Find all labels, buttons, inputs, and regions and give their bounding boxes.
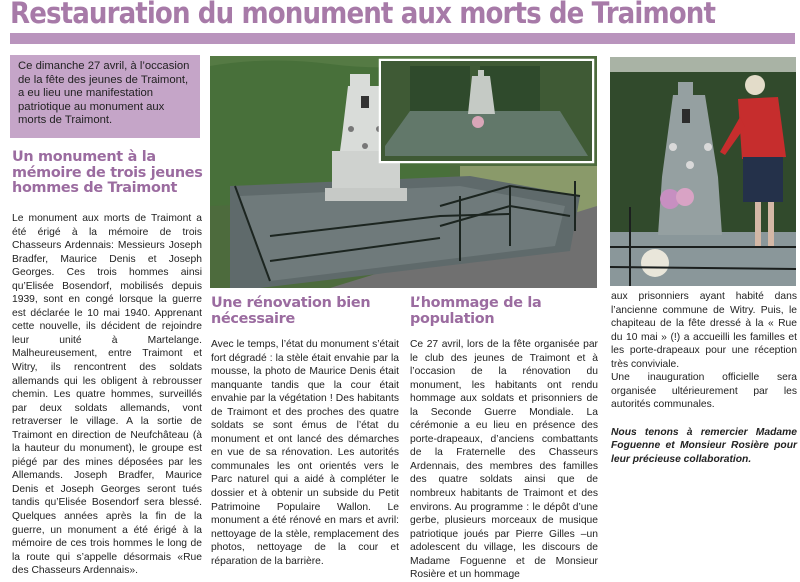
paragraph: Ce 27 avril, lors de la fête organisée par le club des jeunes de Traimont et à l’occasion de la rénovation du monument, les habitants ont rendu hommage aux soldats et prisonniers de la Seconde Guerre Mondiale. La cérémonie a eu lieu en présence des porte-drapeaux, d’anciens combattants de la Fraternelle des Chasseurs Ardennais, des membres des familles des quatre soldats ainsi que de nombreux habitants de Traimont et des environs. Au programme : le dépôt d’une gerbe, plusieurs morceaux de musique patriotique joués par Pierre Gilles –un adolescent du village, les discours de Madame Foguenne et de Monsieur Rosière et un hommage bbox=[410, 339, 598, 581]
section-body-hommage-continued bbox=[611, 290, 797, 467]
paragraph: Le monument aux morts de Traimont a été érigé à la mémoire de trois Chasseurs Ardennais: Messieurs Joseph Bradfer, Maurice Denis et Joseph Georges. Ces trois hommes ainsi qu’Elisée Bosendorf, mobilisés depuis 1939, sont en congé lorsque la guerre est déclarée le 10 mai 1940. Apprenant cette nouvelle, ils décident de rejoindre leur unité à Martelange. Malheureusement, entre Traimont et Witry, ils rencontrent des soldats allemands qui les obligent à rebrousser chemin. Les quatre hommes, surveillés par deux soldats allemands, vont retraverser le village. A la sortie de Traimont en direction de Neufchâteau (à la hauteur du monument), le groupe est piégé par des mines déposées par les Allemands. Joseph Bradfer, Maurice Denis et Joseph Georges seront tués tandis qu’Elisée Bosendorf sera blessé. Quelques années après la fin de la guerre, un monument a été érigé à la mémoire de ces trois hommes le long de la route qui s’appelle désormais «Rue des Chasseurs Ardennais». bbox=[12, 213, 202, 577]
photo-ceremony bbox=[610, 57, 796, 286]
section-body-hommage bbox=[410, 338, 598, 582]
section-heading-hommage: L’hommage de la population bbox=[410, 295, 542, 327]
paragraph: Avec le temps, l’état du monument s’était fort dégradé : la stèle était envahie par la mousse, la photo de Maurice Denis était manquante tandis que la cour était envahie par la végétation ! Des habitants de Traimont et des proches des quatre soldats se sont émus de l’état du monument et ont lancé des démarches en vue de sa rénovation. Les autorités communales les ont orientés vers le Parc naturel qui a aidé à compléter le dossier et à obtenir un subside du Petit Patrimoine Populaire Wallon. Le monument a été rénové en mars et avril: nettoyage de la stèle, remplacement des photos, nettoyage de la cour et réparation de la barrière. bbox=[211, 339, 399, 567]
section-heading-renovation: Une rénovation bien nécessaire bbox=[211, 295, 371, 327]
photo-renovated-monument bbox=[210, 56, 597, 288]
section-body-monument bbox=[12, 212, 202, 578]
section-heading-monument: Un monument à la mémoire de trois jeunes hommes de Traimont bbox=[12, 149, 203, 196]
article-title: Restauration du monument aux morts de Traimont bbox=[10, 0, 716, 30]
thanks-note: Nous tenons à remercier Madame Foguenne et Monsieur Rosière pour leur précieuse collaboration. bbox=[611, 426, 797, 466]
paragraph: aux prisonniers ayant habité dans l’ancienne commune de Witry. Puis, le chapiteau de la fête dressé à la « Rue du 10 mai » (!) a accueilli les familles et les porte-drapeaux pour une réception très conviviale. bbox=[611, 291, 797, 370]
title-underline-bar bbox=[10, 33, 795, 44]
section-body-renovation bbox=[211, 338, 399, 568]
intro-box: Ce dimanche 27 avril, à l’occasion de la fête des jeunes de Traimont, a eu lieu une manifestation patriotique au monument aux morts de Traimont. bbox=[10, 55, 200, 138]
paragraph: Une inauguration officielle sera organisée ultérieurement par les autorités communales. bbox=[611, 372, 797, 411]
